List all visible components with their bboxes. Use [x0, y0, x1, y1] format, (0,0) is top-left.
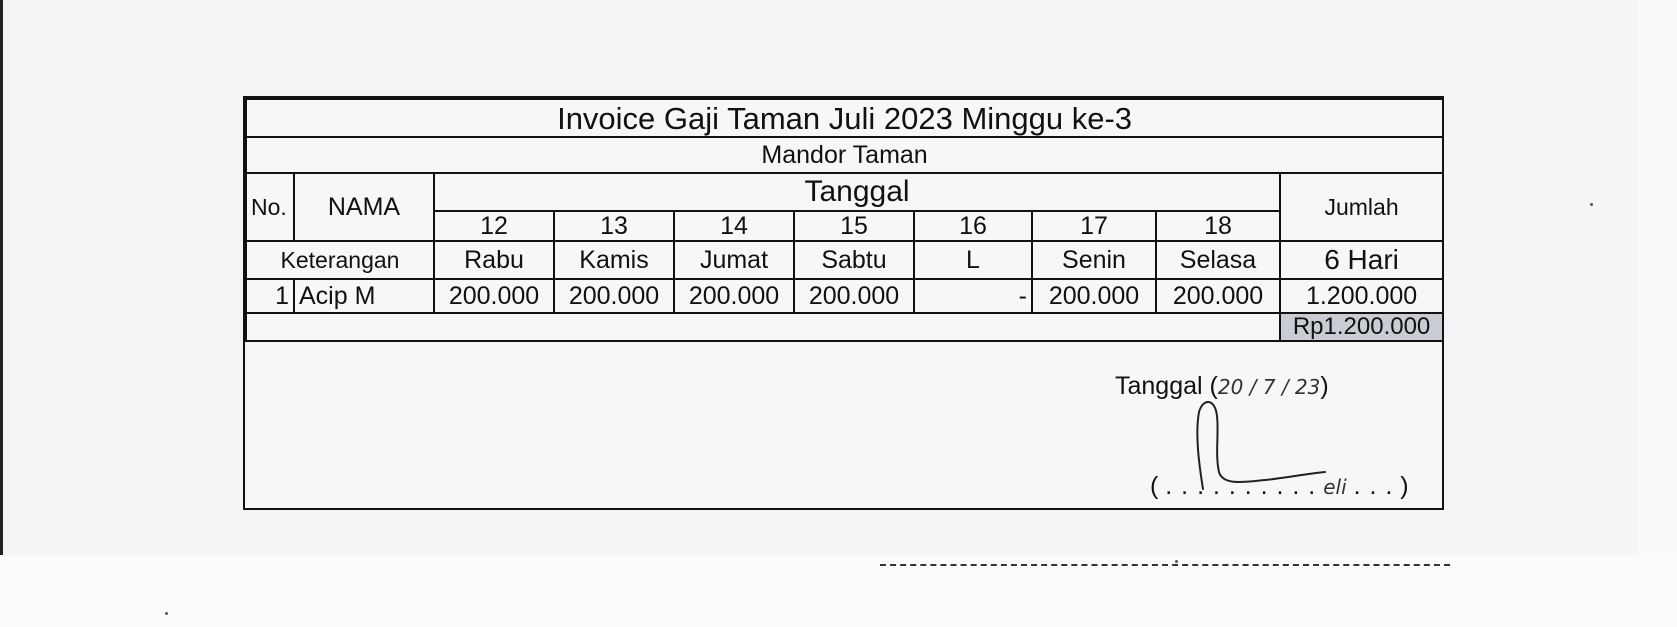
header-tanggal: Tanggal — [434, 173, 1280, 211]
speck — [1175, 560, 1178, 563]
row-value: 200.000 — [554, 279, 674, 313]
row-value: 200.000 — [434, 279, 554, 313]
invoice-document — [243, 96, 1444, 510]
invoice-table — [245, 98, 1444, 342]
scan-edge — [0, 0, 3, 627]
day-cell: Kamis — [554, 241, 674, 279]
row-value: 200.000 — [674, 279, 794, 313]
date-cell: 15 — [794, 211, 914, 241]
day-cell: Rabu — [434, 241, 554, 279]
handwritten-date: 20 / 7 / 23 — [1217, 375, 1321, 399]
invoice-subtitle: Mandor Taman — [246, 137, 1443, 173]
signature-area — [245, 342, 1442, 504]
header-nama: NAMA — [294, 173, 434, 241]
date-cell: 13 — [554, 211, 674, 241]
date-cell: 16 — [914, 211, 1032, 241]
row-value: - — [914, 279, 1032, 313]
date-cell: 17 — [1032, 211, 1156, 241]
speck — [1590, 203, 1593, 206]
day-cell: Sabtu — [794, 241, 914, 279]
speck — [165, 612, 168, 615]
table-row — [246, 279, 1443, 313]
signature-name-close: ) — [1400, 472, 1409, 500]
day-cell: L — [914, 241, 1032, 279]
day-cell: Jumat — [674, 241, 794, 279]
row-jumlah: 1.200.000 — [1280, 279, 1443, 313]
date-cell: 14 — [674, 211, 794, 241]
handwritten-name: eli — [1323, 475, 1347, 499]
header-keterangan: Keterangan — [246, 241, 434, 279]
signature-date-close: ) — [1320, 372, 1329, 400]
date-cell: 12 — [434, 211, 554, 241]
header-jumlah: Jumlah — [1280, 173, 1443, 241]
signature-date-open: ( — [1209, 372, 1218, 400]
grand-total: Rp1.200.000 — [1280, 313, 1443, 341]
total-days: 6 Hari — [1280, 241, 1443, 279]
date-cell: 18 — [1156, 211, 1280, 241]
scan-margin — [1637, 0, 1677, 560]
invoice-title: Invoice Gaji Taman Juli 2023 Minggu ke-3 — [246, 99, 1443, 137]
tear-dashed-line — [880, 564, 1450, 566]
row-no: 1 — [246, 279, 294, 313]
row-value: 200.000 — [1156, 279, 1280, 313]
signature-name: ( . . . . . . . . . . eli . . . ) — [1150, 472, 1409, 500]
day-cell: Selasa — [1156, 241, 1280, 279]
row-value: 200.000 — [794, 279, 914, 313]
row-nama: Acip M — [294, 279, 434, 313]
signature-name-open: ( — [1150, 472, 1159, 500]
day-cell: Senin — [1032, 241, 1156, 279]
signature-date-label: Tanggal — [1115, 372, 1203, 400]
header-no: No. — [246, 173, 294, 241]
total-row-spacer — [246, 313, 1280, 341]
row-value: 200.000 — [1032, 279, 1156, 313]
